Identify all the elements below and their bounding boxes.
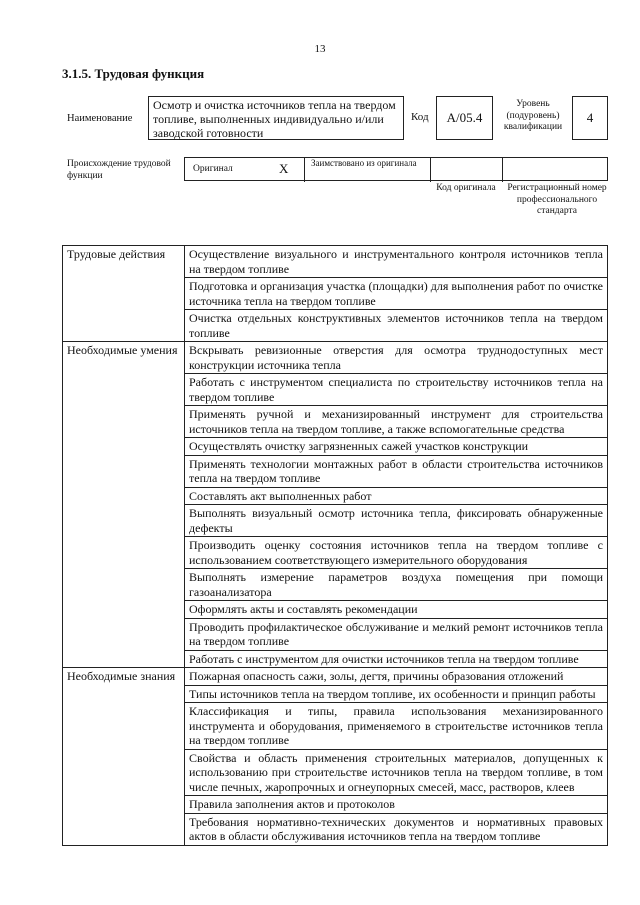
table-row — [63, 668, 608, 686]
section-item: Осуществлять очистку загрязненных сажей участков конструкции — [185, 438, 608, 456]
section-item: Типы источников тепла на твердом топливе, их особенности и принцип работы — [185, 685, 608, 703]
origin-label: Происхождение трудовой функции — [67, 159, 171, 181]
section-item: Осуществление визуального и инструментального контроля источников тепла на твердом топливе — [185, 246, 608, 278]
section-item: Производить оценку состояния источников тепла на твердом топливе с использованием соответствующего измерительного оборудования — [185, 537, 608, 569]
borrowed-cell — [305, 158, 431, 182]
reg-caption: Регистрационный номер профессионального стандарта — [507, 183, 607, 216]
level-value: 4 — [572, 96, 608, 140]
original-label: Оригинал — [193, 164, 233, 174]
section-item: Требования нормативно-технических документов и нормативных правовых актов в области обслуживания источников тепла на твердом топливе — [185, 813, 608, 845]
section-item: Проводить профилактическое обслуживание и мелкий ремонт источников тепла на твердом топливе — [185, 618, 608, 650]
section-item: Работать с инструментом специалиста по строительству источников тепла на твердом топливе — [185, 374, 608, 406]
original-mark: X — [279, 161, 289, 176]
section-item: Правила заполнения актов и протоколов — [185, 796, 608, 814]
code-caption: Код оригинала — [436, 183, 496, 193]
section-item: Составлять акт выполненных работ — [185, 487, 608, 505]
code-value: A/05.4 — [436, 96, 493, 140]
level-label: Уровень (подуровень) квалификации — [503, 99, 563, 132]
page-number: 13 — [314, 43, 326, 55]
section-title: 3.1.5. Трудовая функция — [62, 66, 205, 81]
section-item: Подготовка и организация участка (площадки) для выполнения работ по очистке источника тепла на твердом топливе — [185, 278, 608, 310]
section-item: Свойства и область применения строительных материалов, допущенных к использованию при строительстве источников тепла на твердом топливе, в том числе печных, жаропрочных и огнеупорных смесей, масс, растворов, клеев — [185, 749, 608, 796]
name-label: Наименование — [67, 113, 133, 124]
table-row — [63, 342, 608, 374]
section-item: Классификация и типы, правила использования механизированного инструмента и оборудования, применяемого в строительстве источников тепла на твердом топливе — [185, 703, 608, 750]
code-label: Код — [411, 111, 429, 123]
section-item: Очистка отдельных конструктивных элементов источников тепла на твердом топливе — [185, 310, 608, 342]
original-cell — [185, 158, 305, 182]
section-item: Вскрывать ревизионные отверстия для осмотра труднодоступных мест конструкции источника тепла — [185, 342, 608, 374]
section-item: Работать с инструментом для очистки источников тепла на твердом топливе — [185, 650, 608, 668]
function-name: Осмотр и очистка источников тепла на твердом топливе, выполненных индивидуально и/или заводской готовности — [148, 96, 404, 140]
section-item: Пожарная опасность сажи, золы, дегтя, причины образования отложений — [185, 668, 608, 686]
original-code-cell — [431, 158, 503, 182]
section-item: Применять ручной и механизированный инструмент для строительства источников тепла на твердом топливе, а также вспомогательные средства — [185, 406, 608, 438]
section-item: Оформлять акты и составлять рекомендации — [185, 601, 608, 619]
reg-number-cell — [503, 158, 607, 182]
table-row — [63, 246, 608, 278]
function-table — [62, 245, 608, 846]
section-heading: Необходимые знания — [63, 668, 185, 846]
section-item: Выполнять визуальный осмотр источника тепла, фиксировать обнаруженные дефекты — [185, 505, 608, 537]
origin-table — [184, 157, 608, 181]
borrowed-label: Заимствовано из оригинала — [311, 158, 417, 168]
section-heading: Трудовые действия — [63, 246, 185, 342]
section-item: Применять технологии монтажных работ в области строительства источников тепла на твердом топливе — [185, 455, 608, 487]
section-item: Выполнять измерение параметров воздуха помещения при помощи газоанализатора — [185, 569, 608, 601]
section-heading: Необходимые умения — [63, 342, 185, 668]
